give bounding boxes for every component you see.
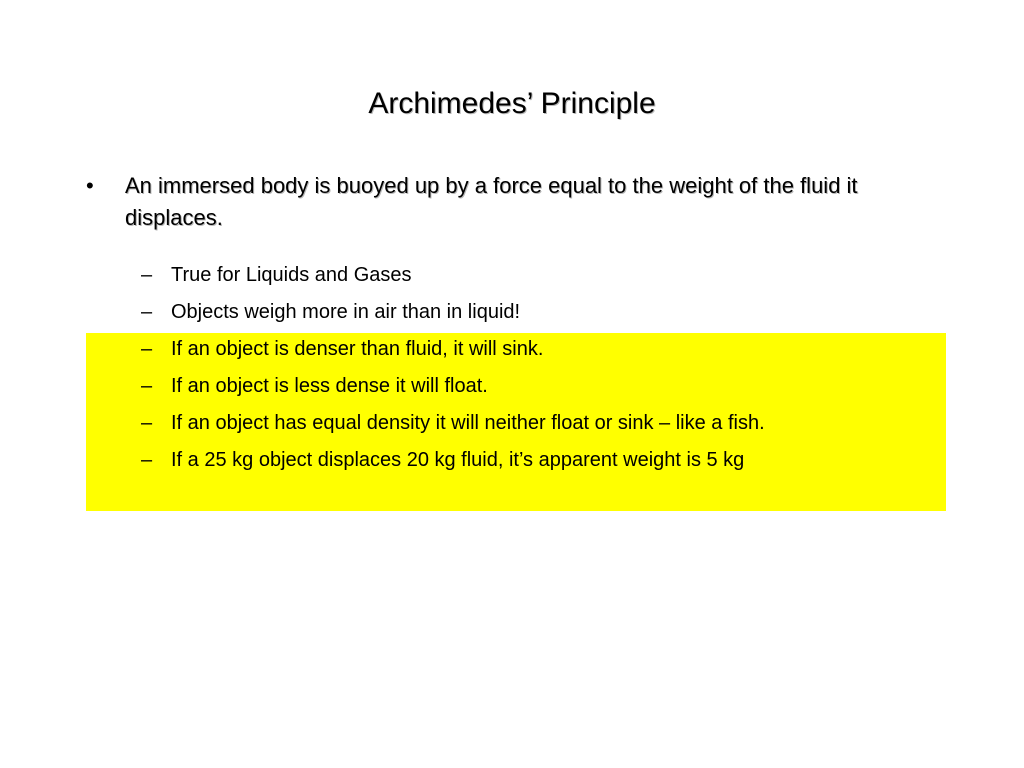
sub-bullet-marker: –: [141, 412, 153, 434]
slide-title: Archimedes’ Principle: [368, 87, 656, 120]
sub-bullet-text: If a 25 kg object displaces 20 kg fluid, it’s apparent weight is 5 kg: [171, 449, 745, 471]
sub-bullet-item: [141, 259, 961, 296]
sub-bullet-text: If an object is denser than fluid, it will sink.: [171, 338, 544, 360]
sub-bullet-marker: –: [141, 449, 153, 471]
main-bullet-text: An immersed body is buoyed up by a force equal to the weight of the fluid it displaces.: [125, 173, 858, 230]
sub-bullet-text: Objects weigh more in air than in liquid!: [171, 301, 521, 323]
bullet-marker: •: [86, 173, 94, 198]
sub-bullet-text: If an object has equal density it will neither float or sink – like a fish.: [171, 412, 765, 434]
sub-bullet-item: [141, 370, 961, 407]
sub-bullet-item: [141, 444, 961, 481]
main-bullet: [86, 170, 926, 234]
sub-bullet-list: [141, 259, 961, 481]
sub-bullet-marker: –: [141, 264, 153, 286]
sub-bullet-text: True for Liquids and Gases: [171, 264, 412, 286]
sub-bullet-text: If an object is less dense it will float.: [171, 375, 488, 397]
sub-bullet-item: [141, 407, 961, 444]
sub-bullet-item: [141, 296, 961, 333]
sub-bullet-marker: –: [141, 301, 153, 323]
sub-bullet-item: [141, 333, 961, 370]
sub-bullet-marker: –: [141, 375, 153, 397]
sub-bullet-marker: –: [141, 338, 153, 360]
